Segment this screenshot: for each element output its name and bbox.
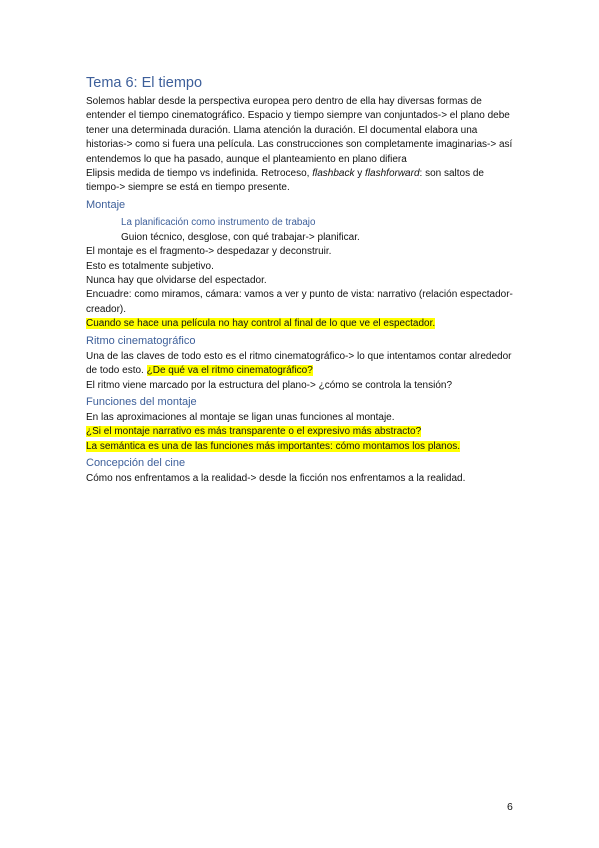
section-heading-funciones: Funciones del montaje <box>86 395 197 408</box>
body-line: Guion técnico, desglose, con qué trabajar-> planificar. <box>121 231 360 243</box>
elipsis-text-a: Elipsis medida de tiempo vs indefinida. Retroceso, <box>86 168 313 180</box>
body-line: Cómo nos enfrentamos a la realidad-> desde la ficción nos enfrentamos a la realidad. <box>86 473 466 485</box>
ritmo-text: Una de las claves de todo esto es el ritmo cinematográfico-> lo que intentamos contar alrededor de todo esto. <box>86 350 512 377</box>
intro-paragraph: Solemos hablar desde la perspectiva europea pero dentro de ella hay diversas formas de entender el tiempo cinematográfico. Espacio y tiempo siempre van conjuntados-> el plano debe tener una determinada duración. Llama atención la duración. El documental elabora una historias-> como si fuera una película. Las construcciones son completamente imaginarias-> así entendemos lo que ha pasado, aunque el planteamiento en plano difiera <box>86 96 513 165</box>
body-line: El ritmo viene marcado por la estructura del plano-> ¿cómo se controla la tensión? <box>86 379 453 391</box>
body-line: El montaje es el fragmento-> despedazar y deconstruir. <box>86 246 332 258</box>
highlight-text: ¿De qué va el ritmo cinematográfico? <box>146 365 313 377</box>
subsection-heading-planificacion: La planificación como instrumento de trabajo <box>121 216 316 228</box>
flashback-term: flashback <box>312 168 355 180</box>
body-line: Esto es totalmente subjetivo. <box>86 260 214 272</box>
page-number: 6 <box>507 801 513 813</box>
highlighted-line <box>86 425 516 439</box>
page-title: Tema 6: El tiempo <box>86 75 203 91</box>
highlight-text: La semántica es una de las funciones más importantes: cómo montamos los planos. <box>86 440 461 452</box>
flashforward-term: flashforward <box>365 168 420 180</box>
body-line: Encuadre: como miramos, cámara: vamos a ver y punto de vista: narrativo (relación espectador-creador). <box>86 289 513 315</box>
elipsis-text-c: : son saltos de tiempo-> siempre se está en tiempo presente. <box>86 168 484 194</box>
highlighted-line <box>86 440 516 454</box>
document-page <box>86 74 516 487</box>
elipsis-text-b: y <box>354 168 366 180</box>
section-heading-montaje: Montaje <box>86 198 126 211</box>
highlighted-line <box>86 317 516 331</box>
section-heading-concepcion: Concepción del cine <box>86 457 186 470</box>
elipsis-paragraph <box>86 167 516 196</box>
highlight-text: Cuando se hace una película no hay control al final de lo que ve el espectador. <box>86 318 436 330</box>
ritmo-paragraph <box>86 350 516 379</box>
body-line: Nunca hay que olvidarse del espectador. <box>86 275 267 287</box>
section-heading-ritmo: Ritmo cinematográfico <box>86 334 196 347</box>
body-line: En las aproximaciones al montaje se ligan unas funciones al montaje. <box>86 411 395 423</box>
highlight-text: ¿Si el montaje narrativo es más transparente o el expresivo más abstracto? <box>86 426 422 438</box>
